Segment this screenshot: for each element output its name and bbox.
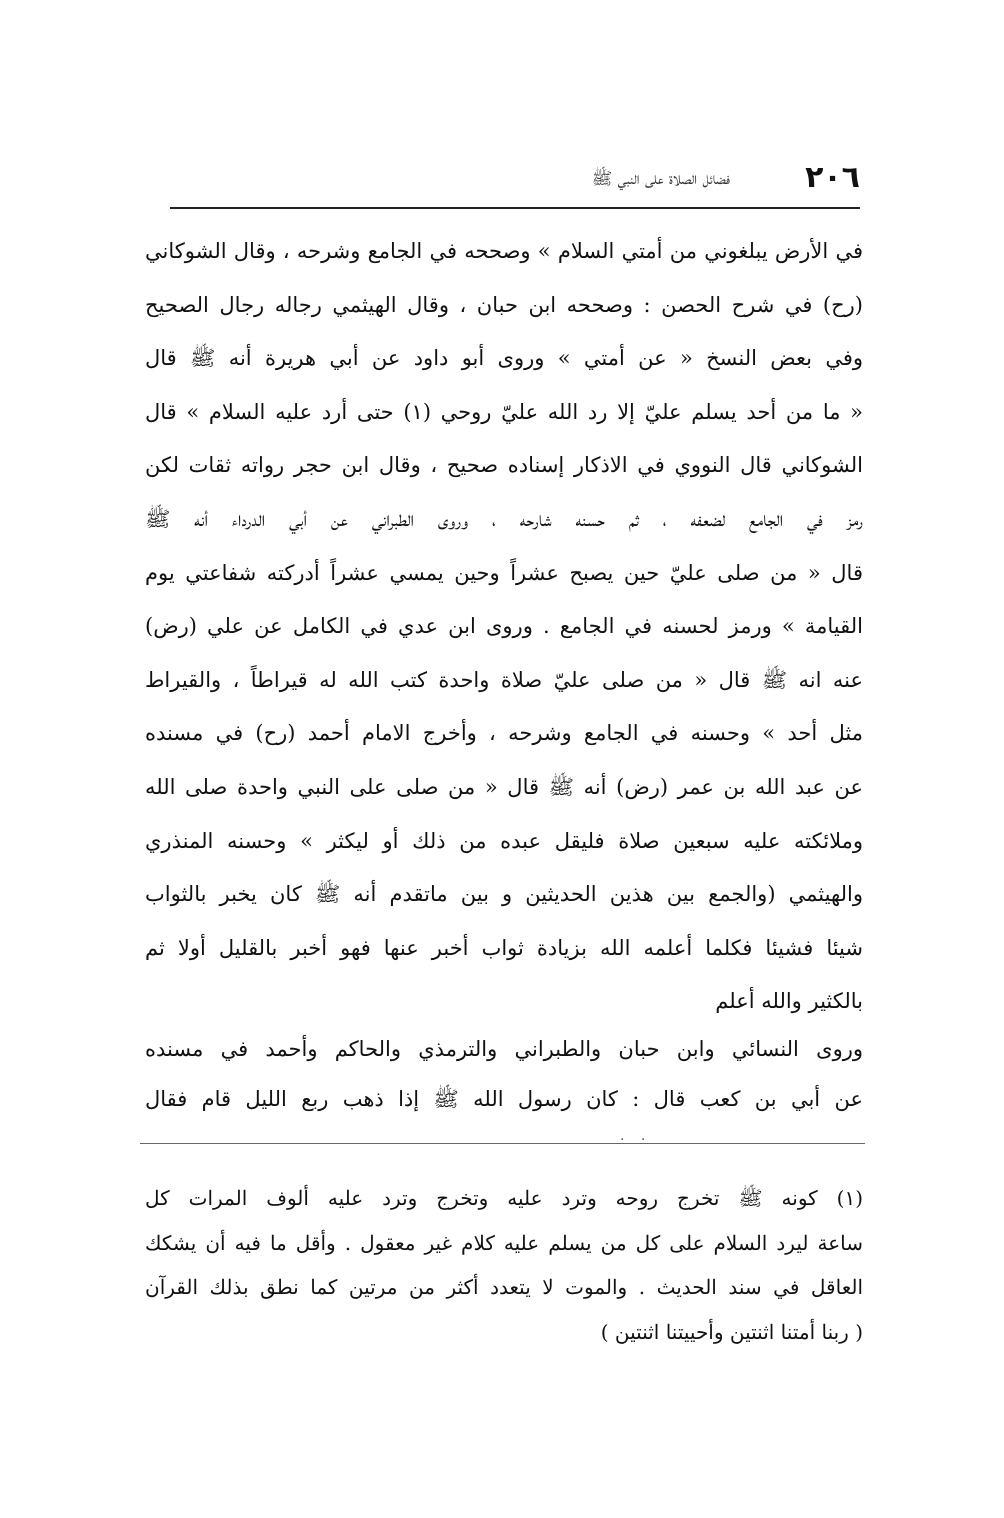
text-line: قال « من صلى عليّ حين يصبح عشراً وحين يمسي عشراً أدركته شفاعتي يوم: [145, 560, 863, 585]
footnote-line: ( ربنا أمتنا اثنتين وأحييتنا اثنتين ): [600, 1319, 863, 1344]
text-line: بالكثير والله أعلم: [715, 989, 863, 1014]
text-line: القيامة » ورمز لحسنه في الجامع . وروى ابن عدي في الكامل عن علي (رض): [145, 614, 863, 639]
text-line: عن أبي بن كعب قال : كان رسول الله ﷺ إذا ذهب ربع الليل قام فقال: [145, 1087, 863, 1111]
text-line: الشوكاني قال النووي في الاذكار إسناده صحيح ، وقال ابن حجر رواته ثقات لكن: [145, 453, 863, 478]
footnote-rule: [140, 1143, 865, 1144]
footnotes: [145, 1176, 863, 1354]
text-line: والهيثمي (والجمع بين هذين الحديثين و بين ماتقدم أنه ﷺ كان يخبر بالثواب: [145, 882, 863, 907]
text-line: رمز في الجامع لضعفه ، ثم حسنه شارحه ، وروى الطبراني عن أبي الدرداء أنه ﷺ: [145, 506, 863, 531]
text-line: في الأرض يبلغوني من أمتي السلام » وصححه في الجامع وشرحه ، وقال الشوكاني: [145, 239, 863, 263]
text-line: وروى النسائي وابن حبان والطبراني والترمذي والحاكم وأحمد في مسنده: [145, 1037, 863, 1061]
text-line: شيئا فشيئا فكلما أعلمه الله بزيادة ثواب أخبر عنها فهو أخبر بالقليل أولا ثم: [145, 935, 863, 960]
footnote-separator-dots: . .: [620, 1128, 652, 1144]
text-line: عن عبد الله بن عمر (رض) أنه ﷺ قال « من صلى على النبي واحدة صلى الله: [145, 774, 863, 799]
footnote-line: ساعة ليرد السلام على كل من يسلم عليه كلام غير معقول . وأقل ما فيه أن يشكك: [145, 1230, 863, 1255]
text-line: وفي بعض النسخ « عن أمتي » وروى أبو داود عن أبي هريرة أنه ﷺ قال: [145, 346, 863, 371]
footnote-line: (١) كونه ﷺ تخرج روحه وترد عليه وتخرج وترد عليه ألوف المرات كل: [145, 1186, 863, 1210]
footnote-line: العاقل في سند الحديث . والموت لا يتعدد أكثر من مرتين كما نطق بذلك القرآن: [145, 1275, 863, 1299]
header-rule: [170, 207, 860, 209]
text-line: مثل أحد » وحسنه في الجامع وشرحه ، وأخرج الامام أحمد (رح) في مسنده: [145, 721, 863, 746]
page-number: ٢٠٦: [805, 160, 860, 195]
text-line: وملائكته عليه سبعين صلاة فليقل عبده من ذلك أو ليكثر » وحسنه المنذري: [145, 828, 863, 853]
second-paragraph: [145, 1024, 863, 1124]
page-header: [170, 158, 860, 198]
main-paragraph: [145, 225, 863, 1029]
text-line: (رح) في شرح الحصن : وصححه ابن حبان ، وقال الهيثمي رجاله رجال الصحيح: [145, 292, 863, 317]
text-line: عنه انه ﷺ قال « من صلى عليّ صلاة واحدة كتب الله له قيراطاً ، والقيراط: [145, 667, 863, 692]
text-line: « ما من أحد يسلم عليّ إلا رد الله عليّ روحي (١) حتى أرد عليه السلام » قال: [145, 399, 863, 424]
running-title: فضائل الصلاة على النبي ﷺ: [591, 169, 730, 189]
